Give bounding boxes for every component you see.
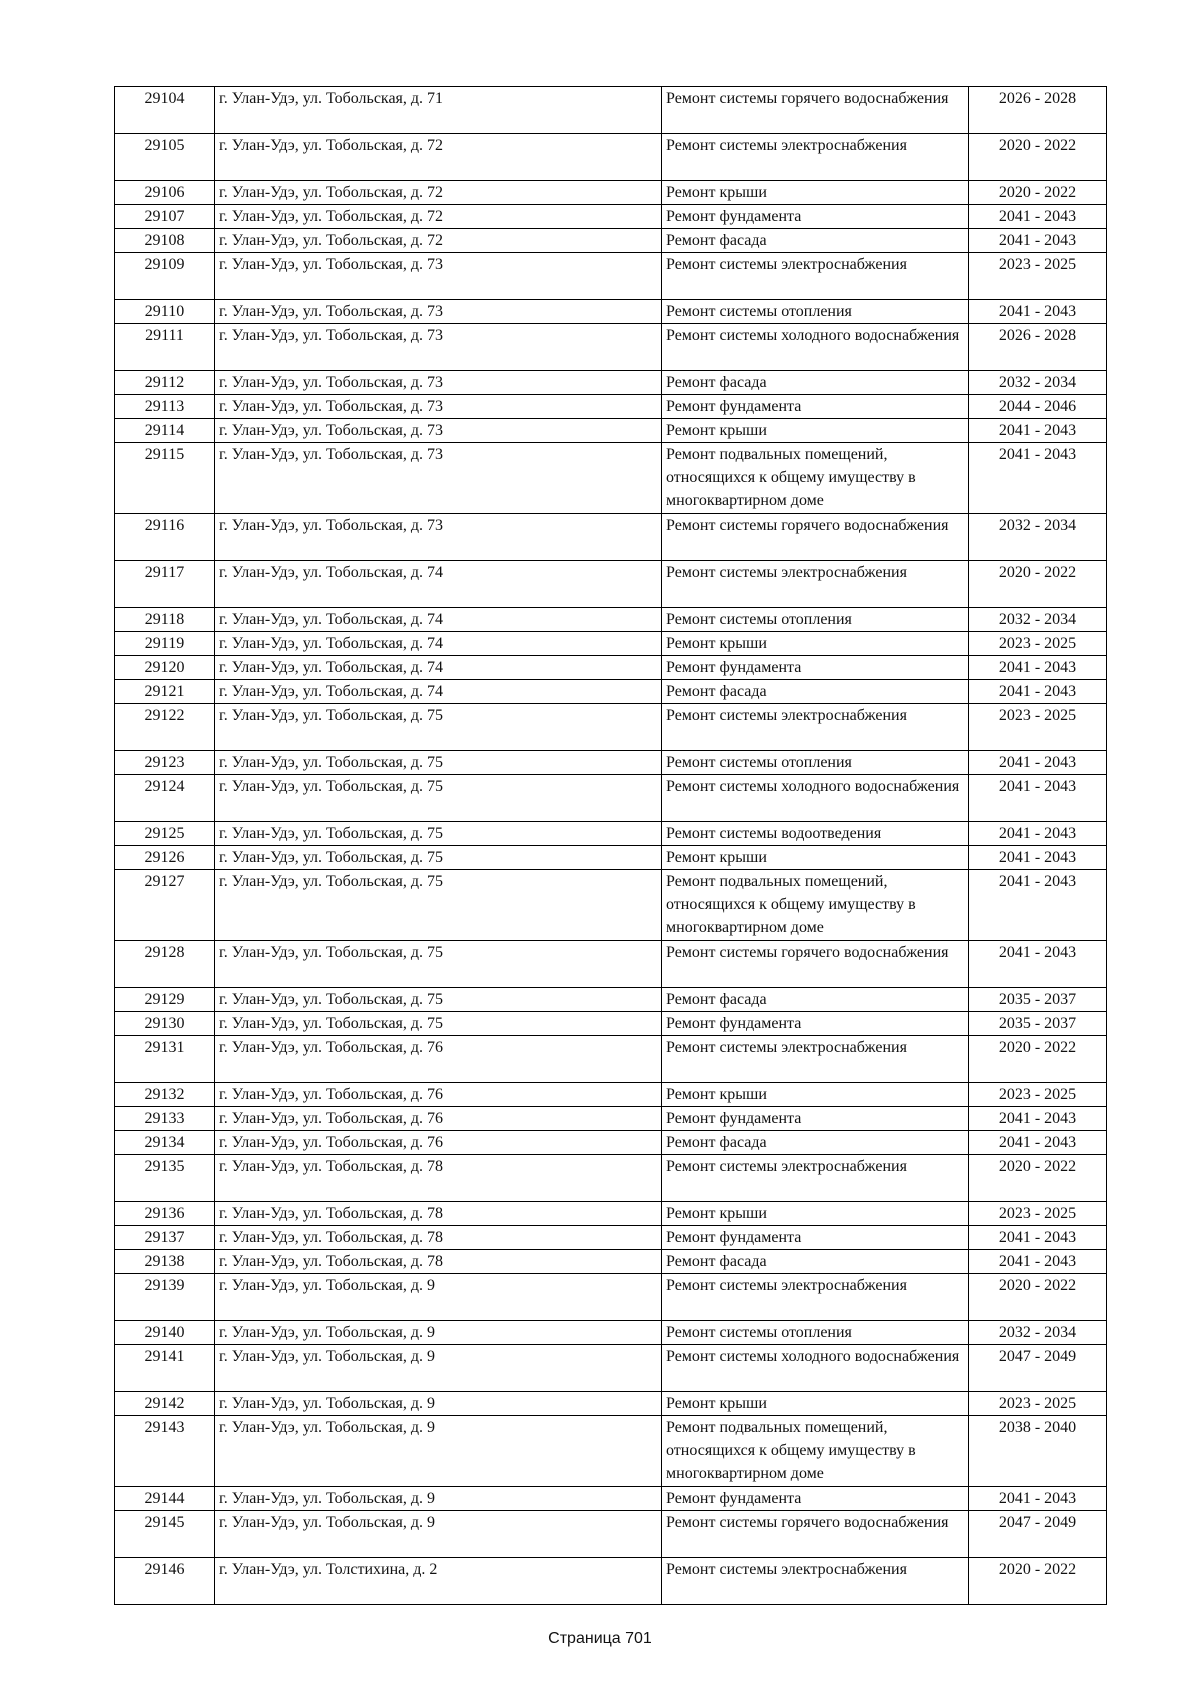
- period-cell: 2023 - 2025: [969, 1202, 1107, 1226]
- table-row: [115, 419, 1107, 443]
- address-cell: г. Улан-Удэ, ул. Тобольская, д. 73: [215, 514, 662, 561]
- period-cell: 2041 - 2043: [969, 300, 1107, 324]
- period-cell: 2041 - 2043: [969, 775, 1107, 822]
- period-cell: 2023 - 2025: [969, 704, 1107, 751]
- period-cell: 2020 - 2022: [969, 1558, 1107, 1605]
- period-cell: 2047 - 2049: [969, 1511, 1107, 1558]
- period-cell: 2026 - 2028: [969, 87, 1107, 134]
- row-number-cell: 29109: [115, 253, 215, 300]
- work-type-cell: Ремонт системы холодного водоснабжения: [662, 1345, 969, 1392]
- address-cell: г. Улан-Удэ, ул. Тобольская, д. 9: [215, 1274, 662, 1321]
- row-number-cell: 29117: [115, 561, 215, 608]
- period-cell: 2032 - 2034: [969, 371, 1107, 395]
- work-type-cell: Ремонт фундамента: [662, 205, 969, 229]
- address-cell: г. Улан-Удэ, ул. Тобольская, д. 75: [215, 704, 662, 751]
- row-number-cell: 29111: [115, 324, 215, 371]
- address-cell: г. Улан-Удэ, ул. Тобольская, д. 76: [215, 1107, 662, 1131]
- row-number-cell: 29110: [115, 300, 215, 324]
- table-row: [115, 1321, 1107, 1345]
- address-cell: г. Улан-Удэ, ул. Тобольская, д. 73: [215, 395, 662, 419]
- address-cell: г. Улан-Удэ, ул. Тобольская, д. 75: [215, 941, 662, 988]
- period-cell: 2041 - 2043: [969, 443, 1107, 514]
- address-cell: г. Улан-Удэ, ул. Тобольская, д. 72: [215, 134, 662, 181]
- table-row: [115, 1155, 1107, 1202]
- table-row: [115, 324, 1107, 371]
- row-number-cell: 29123: [115, 751, 215, 775]
- address-cell: г. Улан-Удэ, ул. Тобольская, д. 73: [215, 300, 662, 324]
- table-row: [115, 300, 1107, 324]
- row-number-cell: 29121: [115, 680, 215, 704]
- row-number-cell: 29139: [115, 1274, 215, 1321]
- work-type-cell: Ремонт системы холодного водоснабжения: [662, 775, 969, 822]
- address-cell: г. Улан-Удэ, ул. Тобольская, д. 74: [215, 656, 662, 680]
- period-cell: 2041 - 2043: [969, 846, 1107, 870]
- work-type-cell: Ремонт системы электроснабжения: [662, 1155, 969, 1202]
- address-cell: г. Улан-Удэ, ул. Тобольская, д. 76: [215, 1036, 662, 1083]
- table-row: [115, 1226, 1107, 1250]
- work-type-cell: Ремонт системы горячего водоснабжения: [662, 1511, 969, 1558]
- row-number-cell: 29138: [115, 1250, 215, 1274]
- row-number-cell: 29132: [115, 1083, 215, 1107]
- work-type-cell: Ремонт фундамента: [662, 1487, 969, 1511]
- row-number-cell: 29105: [115, 134, 215, 181]
- table-row: [115, 941, 1107, 988]
- table-row: [115, 181, 1107, 205]
- address-cell: г. Улан-Удэ, ул. Тобольская, д. 73: [215, 371, 662, 395]
- row-number-cell: 29126: [115, 846, 215, 870]
- row-number-cell: 29140: [115, 1321, 215, 1345]
- period-cell: 2047 - 2049: [969, 1345, 1107, 1392]
- row-number-cell: 29146: [115, 1558, 215, 1605]
- table-body: [115, 87, 1107, 1605]
- table-row: [115, 1036, 1107, 1083]
- period-cell: 2035 - 2037: [969, 988, 1107, 1012]
- address-cell: г. Улан-Удэ, ул. Тобольская, д. 73: [215, 443, 662, 514]
- work-type-cell: Ремонт системы водоотведения: [662, 822, 969, 846]
- work-type-cell: Ремонт системы горячего водоснабжения: [662, 941, 969, 988]
- period-cell: 2041 - 2043: [969, 656, 1107, 680]
- work-type-cell: Ремонт системы электроснабжения: [662, 1274, 969, 1321]
- address-cell: г. Улан-Удэ, ул. Тобольская, д. 72: [215, 229, 662, 253]
- address-cell: г. Улан-Удэ, ул. Тобольская, д. 75: [215, 870, 662, 941]
- row-number-cell: 29118: [115, 608, 215, 632]
- work-type-cell: Ремонт системы электроснабжения: [662, 704, 969, 751]
- address-cell: г. Улан-Удэ, ул. Тобольская, д. 72: [215, 205, 662, 229]
- period-cell: 2041 - 2043: [969, 1487, 1107, 1511]
- work-type-cell: Ремонт системы холодного водоснабжения: [662, 324, 969, 371]
- work-type-cell: Ремонт крыши: [662, 846, 969, 870]
- work-type-cell: Ремонт крыши: [662, 1392, 969, 1416]
- row-number-cell: 29128: [115, 941, 215, 988]
- table-row: [115, 1107, 1107, 1131]
- period-cell: 2041 - 2043: [969, 751, 1107, 775]
- period-cell: 2020 - 2022: [969, 134, 1107, 181]
- address-cell: г. Улан-Удэ, ул. Тобольская, д. 73: [215, 419, 662, 443]
- table-row: [115, 395, 1107, 419]
- row-number-cell: 29135: [115, 1155, 215, 1202]
- period-cell: 2023 - 2025: [969, 632, 1107, 656]
- repair-schedule-table: [114, 86, 1107, 1605]
- work-type-cell: Ремонт системы горячего водоснабжения: [662, 87, 969, 134]
- table-row: [115, 988, 1107, 1012]
- table-row: [115, 1131, 1107, 1155]
- table-row: [115, 371, 1107, 395]
- period-cell: 2041 - 2043: [969, 680, 1107, 704]
- row-number-cell: 29124: [115, 775, 215, 822]
- period-cell: 2023 - 2025: [969, 1083, 1107, 1107]
- period-cell: 2020 - 2022: [969, 1274, 1107, 1321]
- period-cell: 2023 - 2025: [969, 253, 1107, 300]
- row-number-cell: 29133: [115, 1107, 215, 1131]
- period-cell: 2041 - 2043: [969, 205, 1107, 229]
- row-number-cell: 29142: [115, 1392, 215, 1416]
- period-cell: 2041 - 2043: [969, 870, 1107, 941]
- row-number-cell: 29114: [115, 419, 215, 443]
- period-cell: 2041 - 2043: [969, 229, 1107, 253]
- row-number-cell: 29127: [115, 870, 215, 941]
- row-number-cell: 29116: [115, 514, 215, 561]
- work-type-cell: Ремонт системы отопления: [662, 300, 969, 324]
- work-type-cell: Ремонт системы электроснабжения: [662, 253, 969, 300]
- period-cell: 2032 - 2034: [969, 608, 1107, 632]
- period-cell: 2041 - 2043: [969, 1131, 1107, 1155]
- row-number-cell: 29104: [115, 87, 215, 134]
- period-cell: 2041 - 2043: [969, 1250, 1107, 1274]
- address-cell: г. Улан-Удэ, ул. Тобольская, д. 78: [215, 1202, 662, 1226]
- address-cell: г. Улан-Удэ, ул. Тобольская, д. 73: [215, 253, 662, 300]
- work-type-cell: Ремонт системы электроснабжения: [662, 134, 969, 181]
- row-number-cell: 29112: [115, 371, 215, 395]
- table-row: [115, 1487, 1107, 1511]
- work-type-cell: Ремонт крыши: [662, 419, 969, 443]
- work-type-cell: Ремонт подвальных помещений, относящихся к общему имуществу в многоквартирном доме: [662, 870, 969, 941]
- row-number-cell: 29120: [115, 656, 215, 680]
- row-number-cell: 29134: [115, 1131, 215, 1155]
- table-row: [115, 822, 1107, 846]
- table-row: [115, 608, 1107, 632]
- address-cell: г. Улан-Удэ, ул. Тобольская, д. 76: [215, 1083, 662, 1107]
- row-number-cell: 29119: [115, 632, 215, 656]
- period-cell: 2044 - 2046: [969, 395, 1107, 419]
- table-row: [115, 253, 1107, 300]
- work-type-cell: Ремонт системы электроснабжения: [662, 1036, 969, 1083]
- row-number-cell: 29144: [115, 1487, 215, 1511]
- period-cell: 2041 - 2043: [969, 419, 1107, 443]
- address-cell: г. Улан-Удэ, ул. Тобольская, д. 78: [215, 1250, 662, 1274]
- address-cell: г. Улан-Удэ, ул. Тобольская, д. 74: [215, 632, 662, 656]
- work-type-cell: Ремонт системы горячего водоснабжения: [662, 514, 969, 561]
- table-row: [115, 1511, 1107, 1558]
- table-row: [115, 87, 1107, 134]
- work-type-cell: Ремонт фундамента: [662, 656, 969, 680]
- address-cell: г. Улан-Удэ, ул. Тобольская, д. 9: [215, 1392, 662, 1416]
- work-type-cell: Ремонт крыши: [662, 632, 969, 656]
- row-number-cell: 29131: [115, 1036, 215, 1083]
- address-cell: г. Улан-Удэ, ул. Тобольская, д. 9: [215, 1345, 662, 1392]
- period-cell: 2041 - 2043: [969, 1107, 1107, 1131]
- address-cell: г. Улан-Удэ, ул. Тобольская, д. 76: [215, 1131, 662, 1155]
- table-row: [115, 134, 1107, 181]
- row-number-cell: 29141: [115, 1345, 215, 1392]
- work-type-cell: Ремонт фасада: [662, 1131, 969, 1155]
- address-cell: г. Улан-Удэ, ул. Тобольская, д. 72: [215, 181, 662, 205]
- period-cell: 2035 - 2037: [969, 1012, 1107, 1036]
- table-row: [115, 1558, 1107, 1605]
- row-number-cell: 29129: [115, 988, 215, 1012]
- table-row: [115, 561, 1107, 608]
- period-cell: 2020 - 2022: [969, 1155, 1107, 1202]
- table-row: [115, 205, 1107, 229]
- period-cell: 2032 - 2034: [969, 514, 1107, 561]
- row-number-cell: 29113: [115, 395, 215, 419]
- table-row: [115, 1202, 1107, 1226]
- table-row: [115, 1392, 1107, 1416]
- address-cell: г. Улан-Удэ, ул. Тобольская, д. 75: [215, 822, 662, 846]
- work-type-cell: Ремонт системы отопления: [662, 751, 969, 775]
- row-number-cell: 29115: [115, 443, 215, 514]
- address-cell: г. Улан-Удэ, ул. Тобольская, д. 75: [215, 988, 662, 1012]
- address-cell: г. Улан-Удэ, ул. Тобольская, д. 73: [215, 324, 662, 371]
- period-cell: 2020 - 2022: [969, 1036, 1107, 1083]
- period-cell: 2041 - 2043: [969, 1226, 1107, 1250]
- work-type-cell: Ремонт крыши: [662, 1083, 969, 1107]
- work-type-cell: Ремонт фундамента: [662, 1107, 969, 1131]
- address-cell: г. Улан-Удэ, ул. Тобольская, д. 9: [215, 1487, 662, 1511]
- work-type-cell: Ремонт фундамента: [662, 1226, 969, 1250]
- address-cell: г. Улан-Удэ, ул. Тобольская, д. 9: [215, 1321, 662, 1345]
- address-cell: г. Улан-Удэ, ул. Тобольская, д. 9: [215, 1416, 662, 1487]
- address-cell: г. Улан-Удэ, ул. Тобольская, д. 75: [215, 775, 662, 822]
- table-row: [115, 632, 1107, 656]
- work-type-cell: Ремонт системы отопления: [662, 1321, 969, 1345]
- table-row: [115, 775, 1107, 822]
- period-cell: 2038 - 2040: [969, 1416, 1107, 1487]
- work-type-cell: Ремонт системы электроснабжения: [662, 561, 969, 608]
- work-type-cell: Ремонт фасада: [662, 371, 969, 395]
- table-row: [115, 1012, 1107, 1036]
- table-row: [115, 1274, 1107, 1321]
- row-number-cell: 29106: [115, 181, 215, 205]
- period-cell: 2041 - 2043: [969, 822, 1107, 846]
- work-type-cell: Ремонт крыши: [662, 181, 969, 205]
- period-cell: 2020 - 2022: [969, 181, 1107, 205]
- address-cell: г. Улан-Удэ, ул. Тобольская, д. 78: [215, 1155, 662, 1202]
- row-number-cell: 29137: [115, 1226, 215, 1250]
- address-cell: г. Улан-Удэ, ул. Тобольская, д. 75: [215, 751, 662, 775]
- table-row: [115, 1083, 1107, 1107]
- row-number-cell: 29108: [115, 229, 215, 253]
- table-row: [115, 1416, 1107, 1487]
- table-row: [115, 846, 1107, 870]
- work-type-cell: Ремонт фасада: [662, 680, 969, 704]
- work-type-cell: Ремонт системы отопления: [662, 608, 969, 632]
- address-cell: г. Улан-Удэ, ул. Тобольская, д. 74: [215, 680, 662, 704]
- table-row: [115, 443, 1107, 514]
- work-type-cell: Ремонт фасада: [662, 229, 969, 253]
- work-type-cell: Ремонт системы электроснабжения: [662, 1558, 969, 1605]
- period-cell: 2023 - 2025: [969, 1392, 1107, 1416]
- row-number-cell: 29145: [115, 1511, 215, 1558]
- table-row: [115, 870, 1107, 941]
- work-type-cell: Ремонт фундамента: [662, 395, 969, 419]
- address-cell: г. Улан-Удэ, ул. Тобольская, д. 9: [215, 1511, 662, 1558]
- address-cell: г. Улан-Удэ, ул. Тобольская, д. 78: [215, 1226, 662, 1250]
- work-type-cell: Ремонт фундамента: [662, 1012, 969, 1036]
- table-row: [115, 680, 1107, 704]
- address-cell: г. Улан-Удэ, ул. Тобольская, д. 75: [215, 846, 662, 870]
- row-number-cell: 29107: [115, 205, 215, 229]
- table-row: [115, 1345, 1107, 1392]
- page-number: Страница 701: [548, 1630, 652, 1647]
- table-row: [115, 1250, 1107, 1274]
- address-cell: г. Улан-Удэ, ул. Тобольская, д. 74: [215, 608, 662, 632]
- row-number-cell: 29130: [115, 1012, 215, 1036]
- row-number-cell: 29136: [115, 1202, 215, 1226]
- address-cell: г. Улан-Удэ, ул. Тобольская, д. 71: [215, 87, 662, 134]
- work-type-cell: Ремонт фасада: [662, 988, 969, 1012]
- table-row: [115, 751, 1107, 775]
- address-cell: г. Улан-Удэ, ул. Толстихина, д. 2: [215, 1558, 662, 1605]
- period-cell: 2041 - 2043: [969, 941, 1107, 988]
- period-cell: 2032 - 2034: [969, 1321, 1107, 1345]
- work-type-cell: Ремонт подвальных помещений, относящихся к общему имуществу в многоквартирном доме: [662, 443, 969, 514]
- address-cell: г. Улан-Удэ, ул. Тобольская, д. 74: [215, 561, 662, 608]
- table-row: [115, 704, 1107, 751]
- work-type-cell: Ремонт фасада: [662, 1250, 969, 1274]
- table-row: [115, 656, 1107, 680]
- table-row: [115, 514, 1107, 561]
- period-cell: 2020 - 2022: [969, 561, 1107, 608]
- work-type-cell: Ремонт подвальных помещений, относящихся к общему имуществу в многоквартирном доме: [662, 1416, 969, 1487]
- period-cell: 2026 - 2028: [969, 324, 1107, 371]
- row-number-cell: 29125: [115, 822, 215, 846]
- row-number-cell: 29143: [115, 1416, 215, 1487]
- work-type-cell: Ремонт крыши: [662, 1202, 969, 1226]
- table-row: [115, 229, 1107, 253]
- row-number-cell: 29122: [115, 704, 215, 751]
- address-cell: г. Улан-Удэ, ул. Тобольская, д. 75: [215, 1012, 662, 1036]
